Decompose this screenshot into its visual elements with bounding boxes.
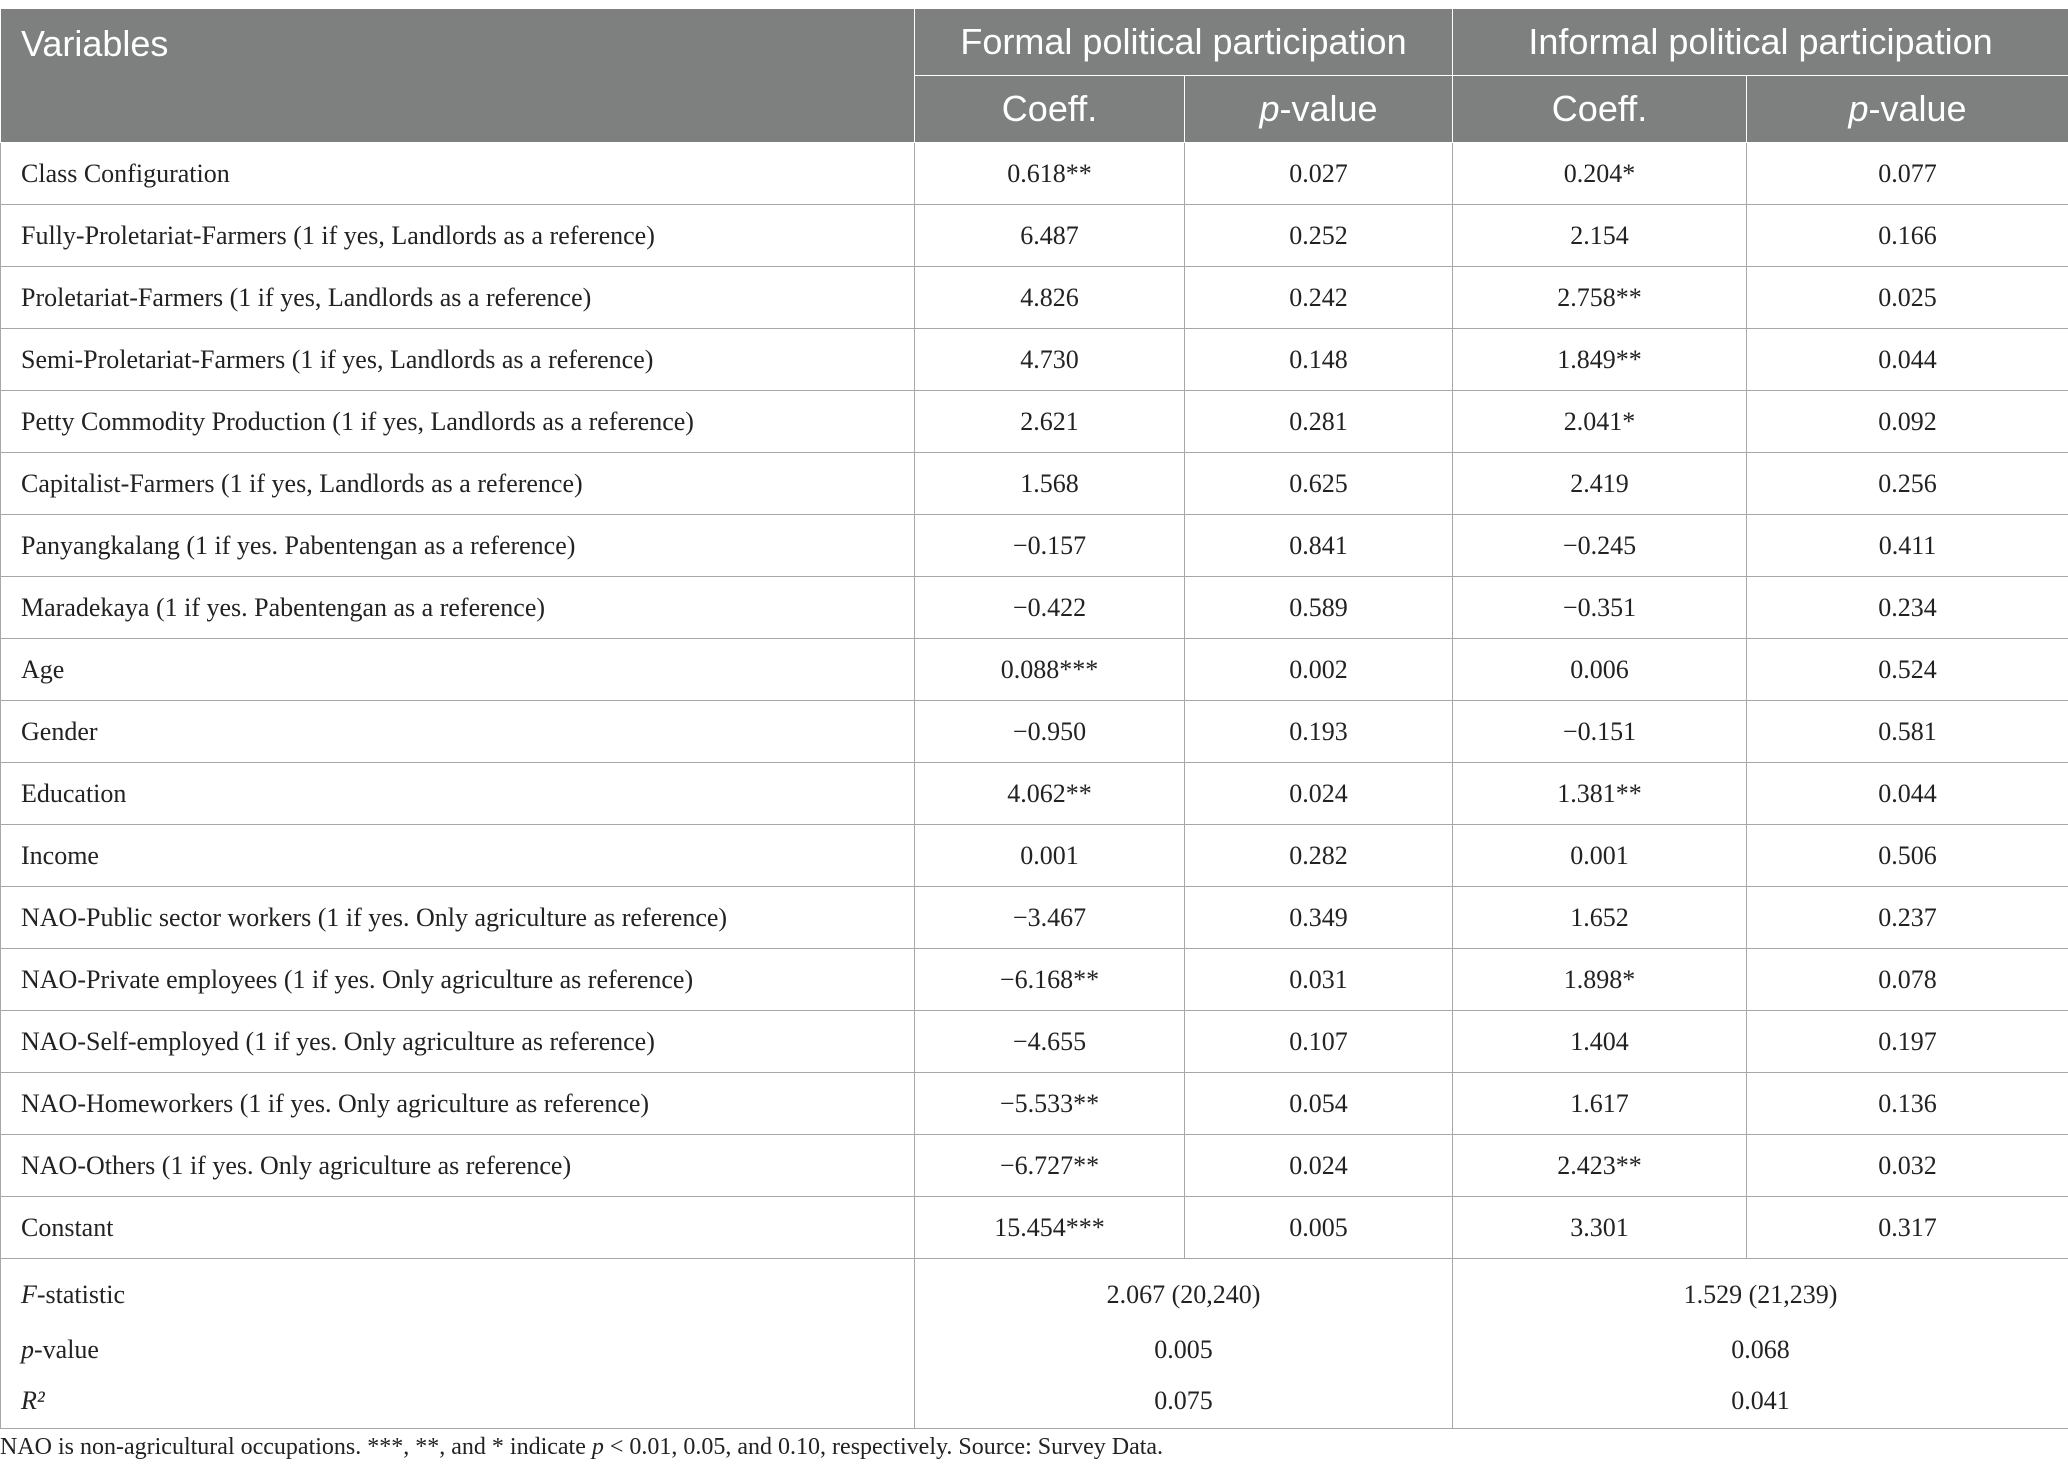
header-formal-participation: Formal political participation	[915, 9, 1453, 76]
informal-coeff: 2.041*	[1453, 391, 1747, 453]
p-value-label: p-value	[1, 1325, 915, 1374]
table-row	[1, 639, 2068, 701]
row-label: Constant	[1, 1197, 915, 1259]
informal-pvalue: 0.256	[1747, 453, 2068, 515]
row-label: Semi-Proletariat-Farmers (1 if yes, Landlords as a reference)	[1, 329, 915, 391]
row-label: Class Configuration	[1, 143, 915, 205]
formal-pvalue: 0.148	[1185, 329, 1453, 391]
informal-pvalue: 0.044	[1747, 763, 2068, 825]
table-row	[1, 763, 2068, 825]
header-informal-pvalue: p-value	[1747, 76, 2068, 143]
formal-pvalue: 0.625	[1185, 453, 1453, 515]
informal-coeff: 2.154	[1453, 205, 1747, 267]
informal-coeff: 1.617	[1453, 1073, 1747, 1135]
informal-pvalue: 0.524	[1747, 639, 2068, 701]
table-row	[1, 1073, 2068, 1135]
formal-pvalue: 0.024	[1185, 1135, 1453, 1197]
informal-pvalue: 0.032	[1747, 1135, 2068, 1197]
formal-coeff: 4.730	[915, 329, 1185, 391]
table-row	[1, 143, 2068, 205]
formal-r-squared: 0.075	[915, 1374, 1453, 1429]
formal-pvalue: 0.031	[1185, 949, 1453, 1011]
stat-row-r-squared	[1, 1374, 2068, 1429]
table-footnote: NAO is non-agricultural occupations. ***, **, and * indicate p < 0.01, 0.05, and 0.10, respectively. Source: Survey Data.	[0, 1434, 1164, 1460]
informal-coeff: 3.301	[1453, 1197, 1747, 1259]
informal-r-squared: 0.041	[1453, 1374, 2068, 1429]
formal-coeff: −4.655	[915, 1011, 1185, 1073]
formal-pvalue: 0.281	[1185, 391, 1453, 453]
table-row	[1, 205, 2068, 267]
table-row	[1, 949, 2068, 1011]
row-label: NAO-Private employees (1 if yes. Only agriculture as reference)	[1, 949, 915, 1011]
informal-pvalue: 0.411	[1747, 515, 2068, 577]
row-label: Income	[1, 825, 915, 887]
table-row	[1, 391, 2068, 453]
informal-pvalue: 0.317	[1747, 1197, 2068, 1259]
row-label: Gender	[1, 701, 915, 763]
formal-coeff: 4.826	[915, 267, 1185, 329]
formal-f-statistic: 2.067 (20,240)	[915, 1259, 1453, 1326]
formal-coeff: −0.950	[915, 701, 1185, 763]
formal-coeff: 2.621	[915, 391, 1185, 453]
formal-pvalue: 0.027	[1185, 143, 1453, 205]
formal-pvalue: 0.349	[1185, 887, 1453, 949]
informal-pvalue: 0.044	[1747, 329, 2068, 391]
formal-coeff: −0.422	[915, 577, 1185, 639]
row-label: Age	[1, 639, 915, 701]
row-label: NAO-Self-employed (1 if yes. Only agriculture as reference)	[1, 1011, 915, 1073]
row-label: Proletariat-Farmers (1 if yes, Landlords as a reference)	[1, 267, 915, 329]
r-squared-label: R²	[1, 1374, 915, 1429]
formal-pvalue: 0.005	[1185, 1197, 1453, 1259]
informal-coeff: 2.423**	[1453, 1135, 1747, 1197]
informal-coeff: 1.652	[1453, 887, 1747, 949]
header-formal-pvalue: p-value	[1185, 76, 1453, 143]
stat-row-p-value	[1, 1325, 2068, 1374]
informal-pvalue: 0.506	[1747, 825, 2068, 887]
formal-pvalue: 0.282	[1185, 825, 1453, 887]
header-informal-participation: Informal political participation	[1453, 9, 2068, 76]
informal-pvalue: 0.234	[1747, 577, 2068, 639]
formal-coeff: 4.062**	[915, 763, 1185, 825]
table-row	[1, 329, 2068, 391]
f-statistic-label: F-statistic	[1, 1259, 915, 1326]
informal-coeff: 1.381**	[1453, 763, 1747, 825]
table-row	[1, 515, 2068, 577]
informal-pvalue: 0.092	[1747, 391, 2068, 453]
header-informal-coeff: Coeff.	[1453, 76, 1747, 143]
formal-pvalue: 0.107	[1185, 1011, 1453, 1073]
table-row	[1, 1197, 2068, 1259]
informal-coeff: 0.204*	[1453, 143, 1747, 205]
formal-pvalue: 0.242	[1185, 267, 1453, 329]
informal-coeff: −0.151	[1453, 701, 1747, 763]
formal-pvalue: 0.252	[1185, 205, 1453, 267]
row-label: NAO-Public sector workers (1 if yes. Only agriculture as reference)	[1, 887, 915, 949]
informal-pvalue: 0.197	[1747, 1011, 2068, 1073]
informal-model-pvalue: 0.068	[1453, 1325, 2068, 1374]
informal-coeff: 2.419	[1453, 453, 1747, 515]
formal-coeff: −6.168**	[915, 949, 1185, 1011]
formal-coeff: −0.157	[915, 515, 1185, 577]
formal-pvalue: 0.193	[1185, 701, 1453, 763]
informal-coeff: 1.404	[1453, 1011, 1747, 1073]
informal-pvalue: 0.077	[1747, 143, 2068, 205]
informal-coeff: 2.758**	[1453, 267, 1747, 329]
formal-coeff: 1.568	[915, 453, 1185, 515]
stat-row-f-statistic	[1, 1259, 2068, 1326]
formal-pvalue: 0.024	[1185, 763, 1453, 825]
table-row	[1, 825, 2068, 887]
informal-f-statistic: 1.529 (21,239)	[1453, 1259, 2068, 1326]
row-label: Maradekaya (1 if yes. Pabentengan as a reference)	[1, 577, 915, 639]
formal-pvalue: 0.054	[1185, 1073, 1453, 1135]
table-row	[1, 267, 2068, 329]
table-row	[1, 577, 2068, 639]
header-formal-coeff: Coeff.	[915, 76, 1185, 143]
informal-coeff: 1.849**	[1453, 329, 1747, 391]
informal-coeff: 1.898*	[1453, 949, 1747, 1011]
table-row	[1, 701, 2068, 763]
informal-coeff: 0.006	[1453, 639, 1747, 701]
table-row	[1, 1011, 2068, 1073]
informal-pvalue: 0.078	[1747, 949, 2068, 1011]
informal-coeff: −0.245	[1453, 515, 1747, 577]
informal-pvalue: 0.581	[1747, 701, 2068, 763]
row-label: Education	[1, 763, 915, 825]
formal-coeff: 0.618**	[915, 143, 1185, 205]
formal-coeff: 15.454***	[915, 1197, 1185, 1259]
header-variables: Variables	[1, 9, 915, 143]
row-label: Panyangkalang (1 if yes. Pabentengan as a reference)	[1, 515, 915, 577]
formal-pvalue: 0.589	[1185, 577, 1453, 639]
regression-table	[0, 8, 2068, 1429]
informal-pvalue: 0.166	[1747, 205, 2068, 267]
formal-coeff: 0.001	[915, 825, 1185, 887]
row-label: NAO-Others (1 if yes. Only agriculture as reference)	[1, 1135, 915, 1197]
formal-coeff: −5.533**	[915, 1073, 1185, 1135]
header-row-1	[1, 9, 2068, 76]
formal-model-pvalue: 0.005	[915, 1325, 1453, 1374]
informal-pvalue: 0.136	[1747, 1073, 2068, 1135]
formal-pvalue: 0.002	[1185, 639, 1453, 701]
row-label: Petty Commodity Production (1 if yes, Landlords as a reference)	[1, 391, 915, 453]
formal-coeff: −3.467	[915, 887, 1185, 949]
table-row	[1, 453, 2068, 515]
informal-coeff: 0.001	[1453, 825, 1747, 887]
row-label: Fully-Proletariat-Farmers (1 if yes, Landlords as a reference)	[1, 205, 915, 267]
table-row	[1, 1135, 2068, 1197]
formal-pvalue: 0.841	[1185, 515, 1453, 577]
informal-pvalue: 0.237	[1747, 887, 2068, 949]
formal-coeff: −6.727**	[915, 1135, 1185, 1197]
informal-coeff: −0.351	[1453, 577, 1747, 639]
formal-coeff: 6.487	[915, 205, 1185, 267]
table-row	[1, 887, 2068, 949]
informal-pvalue: 0.025	[1747, 267, 2068, 329]
row-label: Capitalist-Farmers (1 if yes, Landlords as a reference)	[1, 453, 915, 515]
row-label: NAO-Homeworkers (1 if yes. Only agriculture as reference)	[1, 1073, 915, 1135]
formal-coeff: 0.088***	[915, 639, 1185, 701]
